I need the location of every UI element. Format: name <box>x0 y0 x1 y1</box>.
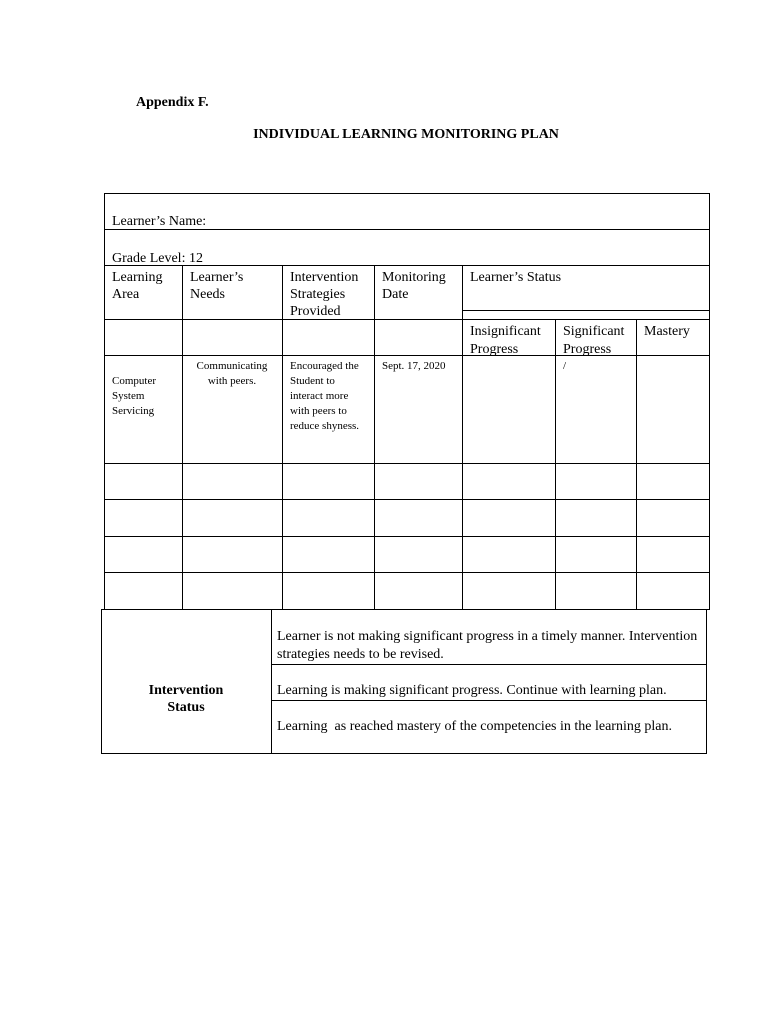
col-significant-progress: Significant Progress <box>563 324 625 357</box>
row-needs: Communicating with peers. <box>196 360 268 387</box>
document-title: INDIVIDUAL LEARNING MONITORING PLAN <box>253 127 559 142</box>
learner-name-label: Learner’s Name: <box>112 214 207 229</box>
grade-level-label: Grade Level: 12 <box>112 251 203 266</box>
intervention-status-table <box>101 609 707 754</box>
row-insignificant <box>464 357 552 361</box>
col-learners-needs: Learner’s Needs <box>190 270 244 302</box>
appendix-label: Appendix F. <box>136 95 209 110</box>
monitoring-plan-table <box>104 193 710 610</box>
col-learning-area: Learning Area <box>112 270 163 302</box>
col-monitoring-date: Monitoring Date <box>382 270 446 302</box>
status-item-significant: Learning is making significant progress. Continue with learning plan. <box>277 683 667 698</box>
col-mastery: Mastery <box>644 324 690 339</box>
row-significant-mark: / <box>563 360 567 372</box>
intervention-status-label: Intervention Status <box>148 683 224 715</box>
col-insignificant-progress: Insignificant Progress <box>470 324 541 357</box>
col-learners-status: Learner’s Status <box>470 270 562 285</box>
status-item-mastery: Learning as reached mastery of the competencies in the learning plan. <box>277 719 672 734</box>
row-date: Sept. 17, 2020 <box>382 360 446 372</box>
col-intervention: Intervention Strategies Provided <box>290 270 359 319</box>
status-item-not-significant: Learner is not making significant progress in a timely manner. Intervention strategies needs to be revised. <box>277 629 698 662</box>
row-learning-area: Computer System Servicing <box>112 375 156 417</box>
row-intervention: Encouraged the Student to interact more with peers to reduce shyness. <box>290 360 360 432</box>
row-mastery <box>638 357 706 361</box>
